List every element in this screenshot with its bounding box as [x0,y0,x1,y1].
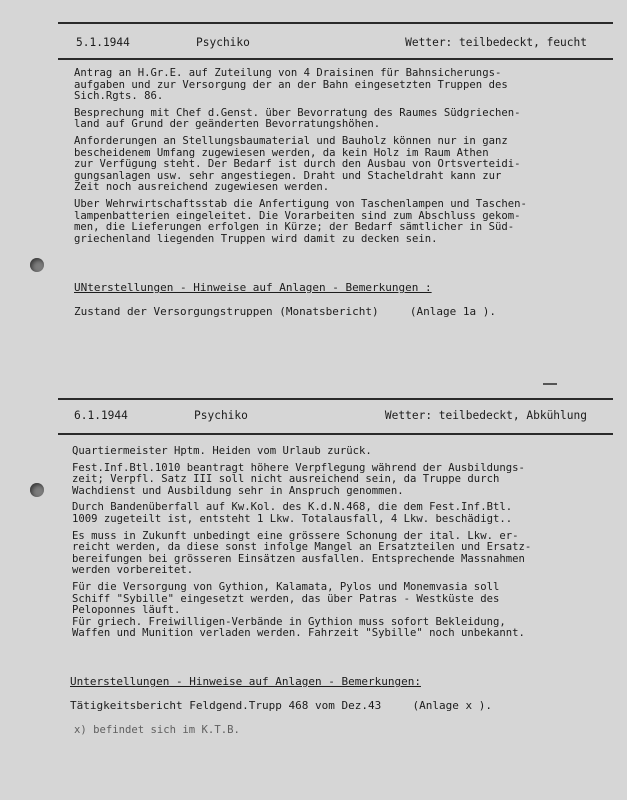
paragraph [74,136,597,194]
attachment-reference [74,306,597,318]
text-line: Sich.Rgts. 86. [74,91,164,103]
punch-hole-top [30,258,44,272]
paragraph [72,582,597,640]
text-line: Peloponnes läuft. [72,605,181,617]
text-line: lampenbatterien eingeleitet. Die Vorarbeiten sind zum Abschluss gekom- [74,210,521,222]
reference-text: Zustand der Versorgungstruppen (Monatsbericht) [74,304,379,318]
footnote: x) befindet sich im K.T.B. [74,724,240,737]
text-line: Zeit noch ausreichend zugewiesen werden. [74,182,330,194]
attachment-reference [70,700,597,712]
text-line: Besprechung mit Chef d.Genst. über Bevorratung des Raumes Südgriechen- [74,107,521,119]
text-line: land auf Grund der geänderten Bevorratungshöhen. [74,119,381,131]
text-line: reicht werden, da diese sonst infolge Mangel an Ersatzteilen und Ersatz- [72,542,532,554]
rule-line [58,58,613,60]
anlage-reference: (Anlage 1a ). [409,304,496,318]
rule-line [58,398,613,400]
text-line: werden vorbereitet. [72,565,194,577]
punch-hole-bottom [30,483,44,497]
text-line: Anforderungen an Stellungsbaumaterial und Bauholz können nur in ganz [74,135,508,147]
entry-weather: Wetter: teilbedeckt, Abkühlung [384,409,587,422]
section-heading-text: UNterstellungen - Hinweise auf Anlagen - Bemerkungen : [74,281,432,294]
paragraph [72,446,597,458]
reference-text: Tätigkeitsbericht Feldgend.Trupp 468 vom Dez.43 [70,698,382,712]
text-line: Quartiermeister Hptm. Heiden vom Urlaub zurück. [72,446,372,457]
entry-header [76,36,587,49]
text-line: men, die Lieferungen erfolgen in Kürze; der Bedarf sämtlicher in Süd- [74,222,515,234]
entry-date: 5.1.1944 [76,36,130,49]
text-line: Fest.Inf.Btl.1010 beantragt höhere Verpflegung während der Ausbildungs- [72,462,525,474]
paragraph [74,199,597,245]
entry-date: 6.1.1944 [74,409,128,422]
paragraph [72,502,597,525]
text-line: Schiff "Sybille" eingesetzt werden, das über Patras - Westküste des [72,593,500,605]
paragraph [72,463,597,498]
paragraph [72,531,597,577]
text-line: bescheidenem Umfang zugewiesen werden, da kein Holz im Raum Athen [74,147,489,159]
text-line: Für die Versorgung von Gythion, Kalamata, Pylos und Monemvasia soll [72,581,500,593]
text-line: Über Wehrwirtschaftsstab die Anfertigung von Taschenlampen und Taschen- [74,198,527,210]
paragraph [74,108,597,131]
section-heading-text: Unterstellungen - Hinweise auf Anlagen - Bemerkungen: [70,675,421,688]
text-line: bereifungen bei grösseren Einsätzen ausfallen. Entsprechende Massnahmen [72,553,525,565]
section-block [70,676,597,737]
text-line: 1009 zugeteilt ist, entsteht 1 Lkw. Totalausfall, 4 Lkw. beschädigt.. [72,513,513,525]
paragraph [74,68,597,103]
section-block [74,282,597,317]
entry-body [74,68,597,250]
entry-place: Psychiko [194,409,248,422]
text-line: gungsanlagen usw. sehr angestiegen. Draht und Stacheldraht kann zur [74,170,502,182]
text-line: zeit; Verpfl. Satz III soll nicht ausreichend sein, da Truppe durch [72,474,500,486]
text-line: griechenland liegenden Truppen wird damit zu decken sein. [74,233,438,245]
text-line: Waffen und Munition verladen werden. Fahrzeit "Sybille" noch unbekannt. [72,628,525,640]
text-line: zur Verfügung steht. Der Bedarf ist durch den Ausbau von Ortsverteidi- [74,159,521,171]
rule-line [58,433,613,435]
text-line: Für griech. Freiwilligen-Verbände in Gythion muss sofort Bekleidung, [72,616,506,628]
entry-place: Psychiko [196,36,250,49]
margin-mark [543,383,557,385]
entry-header [74,409,587,422]
section-heading [74,282,597,294]
rule-line [58,22,613,24]
text-line: Durch Bandenüberfall auf Kw.Kol. des K.d.N.468, die dem Fest.Inf.Btl. [72,502,513,514]
text-line: Wachdienst und Ausbildung sehr in Anspruch genommen. [72,485,404,497]
entry-body [72,446,597,645]
text-line: Es muss in Zukunft unbedingt eine grössere Schonung der ital. Lkw. er- [72,530,519,542]
section-heading [70,676,597,688]
entry-weather: Wetter: teilbedeckt, feucht [405,36,587,49]
text-line: aufgaben und zur Versorgung der an der Bahn eingesetzten Truppen des [74,79,508,91]
text-line: Antrag an H.Gr.E. auf Zuteilung von 4 Draisinen für Bahnsicherungs- [74,68,502,79]
anlage-reference: (Anlage x ). [412,698,492,712]
